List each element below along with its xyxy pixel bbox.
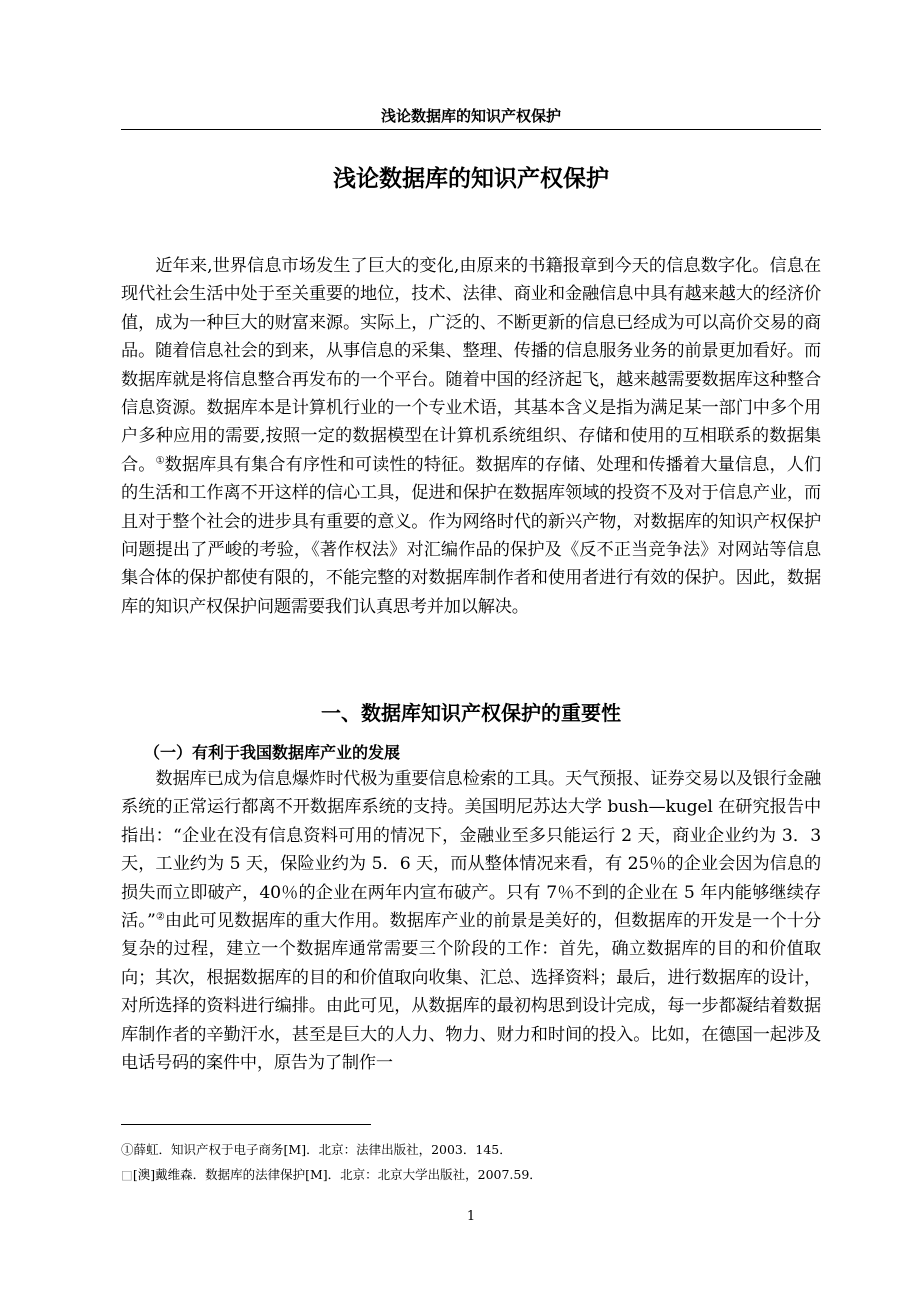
section-text-part2: 由此可见数据库的重大作用。数据库产业的前景是美好的，但数据库的开发是一个十分复杂的过程，建立一个数据库通常需要三个阶段的工作：首先，确立数据库的目的和价值取向；其次，根据数据库的目的和价值取向收集、汇总、选择资料；最后，进行数据库的设计，对所选择的资料进行编排。由此可见，从数据库的最初构思到设计完成，每一步都凝结着数据库制作者的辛勤汗水，甚至是巨大的人力、物力、财力和时间的投入。比如，在德国一起涉及电话号码的案件中，原告为了制作一 xyxy=(121,911,822,1074)
intro-text-part1: 近年来,世界信息市场发生了巨大的变化,由原来的书籍报章到今天的信息数字化。信息在现代社会生活中处于至关重要的地位，技术、法律、商业和金融信息中具有越来越大的经济价值，成为一种巨大的财富来源。实际上，广泛的、不断更新的信息已经成为可以高价交易的商品。随着信息社会的到来，从事信息的采集、整理、传播的信息服务业务的前景更加看好。而数据库就是将信息整合再发布的一个平台。随着中国的经济起飞，越来越需要数据库这种整合信息资源。数据库本是计算机行业的一个专业术语，其基本含义是指为满足某一部门中多个用户多种应用的需要,按照一定的数据模型在计算机系统组织、存储和使用的互相联系的数据集合。 xyxy=(121,256,821,475)
footnote-rule xyxy=(121,1124,371,1125)
footnote-2-text: [澳]戴维森．数据库的法律保护[M]．北京：北京大学出版社，2007.59． xyxy=(132,1167,542,1182)
header-rule xyxy=(121,129,821,130)
page-number: 1 xyxy=(466,1209,476,1224)
footnote-ref-2: ② xyxy=(155,911,165,923)
running-header: 浅论数据库的知识产权保护 xyxy=(380,107,561,125)
footnote-2-mark: □ xyxy=(121,1167,133,1182)
footnote-1-mark: ① xyxy=(121,1142,134,1157)
footnote-ref-1: ① xyxy=(155,455,165,467)
section-heading: 一、数据库知识产权保护的重要性 xyxy=(321,701,621,725)
intro-paragraph xyxy=(121,252,821,621)
footnote-1 xyxy=(121,1141,821,1159)
document-title: 浅论数据库的知识产权保护 xyxy=(333,166,609,192)
footnote-2 xyxy=(121,1166,821,1184)
sub-heading: （一）有利于我国数据库产业的发展 xyxy=(144,743,401,762)
section-paragraph xyxy=(121,765,821,1077)
section-text-part1: 数据库已成为信息爆炸时代极为重要信息检索的工具。天气预报、证券交易以及银行金融系统的正常运行都离不开数据库系统的支持。美国明尼苏达大学 bush—kugel 在研究报告中指出：“企业在没有信息资料可用的情况下，金融业至多只能运行 2 天，商业企业约为 3．3 天，工业约为 5 天，保险业约为 5．6 天，而从整体情况来看，有 25％的企业会因为信息的损失而立即破产，40％的企业在两年内宣布破产。只有 7％不到的企业在 5 年内能够继续存活。” xyxy=(121,769,821,932)
intro-text-part2: 数据库具有集合有序性和可读性的特征。数据库的存储、处理和传播着大量信息，人们的生活和工作离不开这样的信心工具，促进和保护在数据库领域的投资不及对于信息产业，而且对于整个社会的进步具有重要的意义。作为网络时代的新兴产物，对数据库的知识产权保护问题提出了严峻的考验，《著作权法》对汇编作品的保护及《反不正当竞争法》对网站等信息集合体的保护都使有限的，不能完整的对数据库制作者和使用者进行有效的保护。因此，数据库的知识产权保护问题需要我们认真思考并加以解决。 xyxy=(121,454,821,617)
footnote-1-text: 薛虹．知识产权于电子商务[M]．北京：法律出版社，2003．145． xyxy=(133,1142,512,1157)
